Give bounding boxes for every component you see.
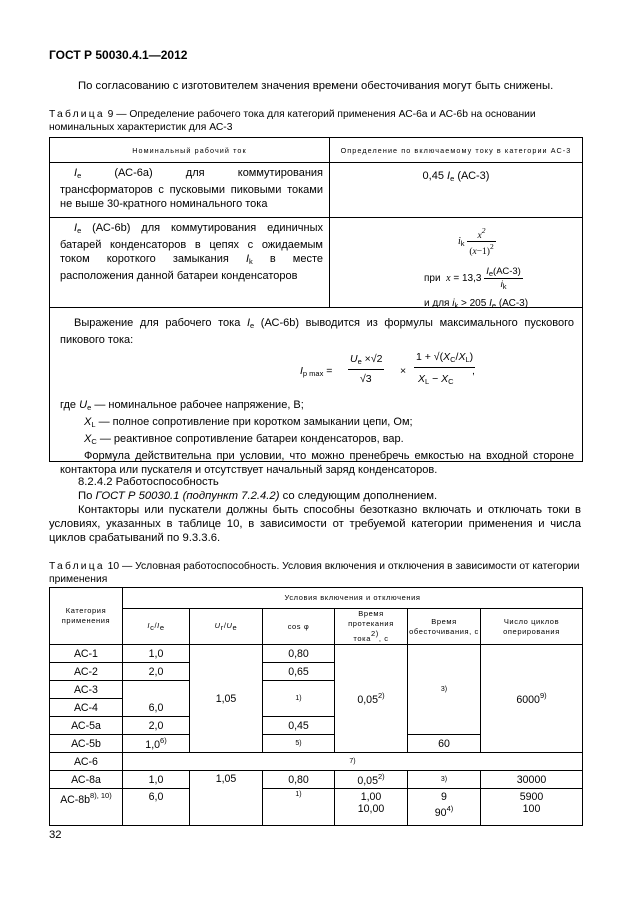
t10-cat: АС-4 xyxy=(50,699,123,717)
t10-ic: 1,0 xyxy=(123,771,190,789)
t10-ic: 6,0 xyxy=(123,681,190,717)
t10-cat: АС-2 xyxy=(50,663,123,681)
page-number: 32 xyxy=(49,829,62,841)
t10-cos: 0,45 xyxy=(263,717,335,735)
formula-x-definition: при x = 13,3 $\frac{I_e(АС-3)}{i_k}$ xyxy=(424,266,521,291)
table9-row2-right xyxy=(330,218,583,308)
t10-cos: 5) xyxy=(263,735,335,753)
t10-h-cos: cos φ xyxy=(263,609,335,645)
t10-cat: АС-6 xyxy=(50,753,123,771)
t10-ic: 6,0 xyxy=(123,789,190,826)
t10-cat: АС-1 xyxy=(50,645,123,663)
t10-ac6-note: 7) xyxy=(123,753,583,771)
formula-definitions: где $U_e$ — номинальное рабочее напряжение, В; $X_L$ — полное сопротивление при коротком замыкании цепи, Ом; $X_C$ — реактивное сопротивление батареи конденсаторов, вар. Формула действительна при условии, что можно пренебречь емкостью на входной стороне контактора или пускателя и отсутствует начальный заряд конденсаторов. xyxy=(60,399,574,476)
table9-formula-block xyxy=(50,308,583,476)
t10-cat: АС-5а xyxy=(50,717,123,735)
t10-cycles-ac8b: 5900 100 xyxy=(481,789,583,826)
t10-off-ac8b: 9 90$^{4)}$ xyxy=(408,789,481,826)
t10-ic: 1,0 xyxy=(123,645,190,663)
t10-flow-ac8b: 1,00 10,00 xyxy=(335,789,408,826)
t10-ic: 2,0 xyxy=(123,717,190,735)
t10-h-category: Категория применения xyxy=(50,588,123,645)
table9-row1-right: 0,45 $I_e$ (АС-3) xyxy=(330,163,583,218)
t10-h-off: Время обесточивания, с xyxy=(408,609,481,645)
table9-caption: Таблица 9 — Определение рабочего тока для категорий применения АС-6а и АС-6b на основании номинальных характеристик для АС-3 xyxy=(49,109,536,133)
intro-paragraph: По согласованию с изготовителем значения времени обесточивания могут быть снижены. xyxy=(78,80,554,92)
t10-off-ac5b: 60 xyxy=(408,735,481,753)
table10-caption: Таблица 10 — Условная работоспособность. Условия включения и отключения в зависимости от категории применения xyxy=(49,561,580,585)
t10-off: 3) xyxy=(408,771,481,789)
formula-ik-fraction: $i_k$ $\frac{x^2}{(x-1)^2}$ xyxy=(458,226,494,257)
t10-h-group: Условия включения и отключения xyxy=(123,588,583,609)
t10-cat: АС-8а xyxy=(50,771,123,789)
t10-ur-ac8: 1,05 xyxy=(190,771,263,826)
table9-row1-left: $I_e$ (АС-6а) для коммутирования трансформаторов с пусковыми пиковыми токами не выше 30-кратного номинального тока xyxy=(50,163,330,218)
section-title: 8.2.4.2 Работоспособность xyxy=(78,476,219,488)
t10-cos: 0,80 xyxy=(263,645,335,663)
t10-ur-group: 1,05 xyxy=(190,645,263,753)
formula-condition: и для $i_k > 205$ $I_e$ (АС-3) xyxy=(424,298,529,310)
table9-col2-header: Определение по включаемому току в категории АС-3 xyxy=(330,138,583,163)
t10-cos: 0,80 xyxy=(263,771,335,789)
t10-cos: 1) xyxy=(263,789,335,826)
section-body: Контакторы или пускатели должны быть способны безотказно включать и отключать токи в условиях, указанных в таблице 10, в зависимости от требуемой категории применения и числа циклов срабатываний по 9.3.3.6. xyxy=(49,504,581,544)
t10-off-group: 3) xyxy=(408,645,481,735)
t10-flow: 0,05$^{2)}$ xyxy=(335,771,408,789)
section-reference: По ГОСТ Р 50030.1 (подпункт 7.2.4.2) со следующим дополнением. xyxy=(78,490,438,502)
table-9 xyxy=(49,137,583,476)
t10-ic: 2,0 xyxy=(123,663,190,681)
t10-h-ic: Ic/Ie xyxy=(123,609,190,645)
t10-cos: 0,65 xyxy=(263,663,335,681)
formula-ip-max: $I_{p max}$ = $U_e \times√2$ √3 × $1 + √(X_C/X_L)$ $X_L - X_C$ , xyxy=(300,351,475,386)
table9-row2-left: $I_e$ (АС-6b) для коммутирования единичных батарей конденсаторов в цепях с ожидаемым током короткого замыкания $I_k$ в месте расположения данной батареи конденсаторов xyxy=(50,218,330,308)
t10-h-cycles: Число циклов оперирования xyxy=(481,609,583,645)
formula-intro: Выражение для рабочего тока $I_e$ (АС-6b) выводится из формулы максимального пускового пикового тока: xyxy=(60,317,574,346)
t10-h-flow: Время протекания тока2), с xyxy=(335,609,408,645)
t10-cycles-group: 6000$^{9)}$ xyxy=(481,645,583,753)
table-10 xyxy=(49,587,583,826)
t10-cos: 1) xyxy=(263,681,335,717)
table9-col1-header: Номинальный рабочий ток xyxy=(50,138,330,163)
document-header: ГОСТ Р 50030.4.1—2012 xyxy=(49,48,188,62)
t10-cycles: 30000 xyxy=(481,771,583,789)
t10-ic: 1,0$^{6)}$ xyxy=(123,735,190,753)
t10-flow-group: 0,05$^{2)}$ xyxy=(335,645,408,753)
t10-cat: АС-3 xyxy=(50,681,123,699)
t10-cat: АС-5b xyxy=(50,735,123,753)
t10-h-ur: Ur/Ue xyxy=(190,609,263,645)
t10-cat: $АС-8b^{8), 10)}$ xyxy=(50,789,123,826)
